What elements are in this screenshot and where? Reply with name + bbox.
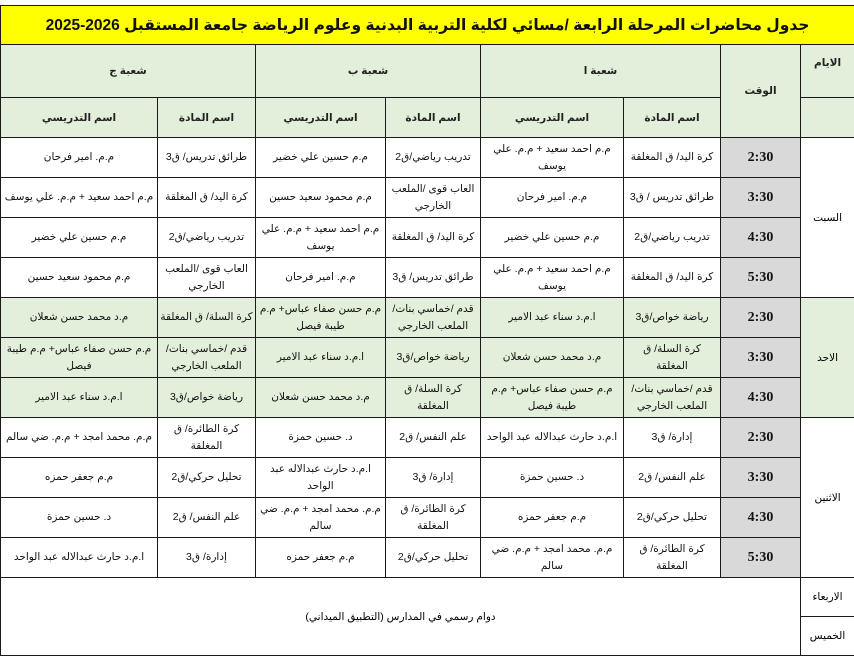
section-c-teacher: د. حسين حمزة xyxy=(1,498,158,538)
section-a-subject: كرة اليد/ ق المغلقة xyxy=(624,258,721,298)
schedule-sheet xyxy=(0,5,854,656)
section-a-subject: رياضة خواص/ق3 xyxy=(624,298,721,338)
section-b-teacher: م.م محمود سعيد حسين xyxy=(256,178,386,218)
section-c-subject: تدريب رياضي/ق2 xyxy=(158,218,256,258)
section-a-teacher: ا.م.د حارث عبدالاله عبد الواحد xyxy=(481,418,624,458)
section-b-teacher: ا.م.د سناء عبد الامير xyxy=(256,338,386,378)
section-c-teacher: م.م احمد سعيد + م.م. علي يوسف xyxy=(1,178,158,218)
section-b-teacher: م.د محمد حسن شعلان xyxy=(256,378,386,418)
section-b-subject: إدارة/ ق3 xyxy=(386,458,481,498)
section-b-teacher: م.م. امير فرحان xyxy=(256,258,386,298)
table-row xyxy=(1,178,854,218)
section-a-teacher: ا.م.د سناء عبد الامير xyxy=(481,298,624,338)
section-c-subject: إدارة/ ق3 xyxy=(158,538,256,578)
section-b-subject: تدريب رياضي/ق2 xyxy=(386,138,481,178)
table-row xyxy=(1,458,854,498)
section-a-subject: كرة اليد/ ق المغلقة xyxy=(624,138,721,178)
section-b-teacher-label: اسم التدريسي xyxy=(256,98,386,138)
day-sunday: الاحد xyxy=(801,298,854,418)
table-row xyxy=(1,218,854,258)
section-b-subject: كرة الطائرة/ ق المغلقة xyxy=(386,498,481,538)
section-b-subject: علم النفس/ ق2 xyxy=(386,418,481,458)
time-slot: 4:30 xyxy=(721,218,801,258)
section-c-subject: طرائق تدريس/ ق3 xyxy=(158,138,256,178)
section-c-teacher: م.م جعفر حمزه xyxy=(1,458,158,498)
section-c-teacher-label: اسم التدريسي xyxy=(1,98,158,138)
section-b-teacher: د. حسين حمزة xyxy=(256,418,386,458)
section-c-subject-label: اسم المادة xyxy=(158,98,256,138)
days-header-blank xyxy=(801,98,854,138)
day-monday: الاثنين xyxy=(801,418,854,578)
section-b-teacher: م.م حسين علي خضير xyxy=(256,138,386,178)
section-c-teacher: م.م محمود سعيد حسين xyxy=(1,258,158,298)
section-b-teacher: م.م حسن صفاء عباس+ م.م طيبة فيصل xyxy=(256,298,386,338)
section-a-teacher: م.م. امير فرحان xyxy=(481,178,624,218)
time-slot: 4:30 xyxy=(721,498,801,538)
table-row xyxy=(1,298,854,338)
day-wednesday: الاربعاء xyxy=(801,578,854,617)
section-c-subject: رياضة خواص/ق3 xyxy=(158,378,256,418)
section-c-subject: العاب قوى /الملعب الخارجي xyxy=(158,258,256,298)
section-c-subject: قدم /خماسي بنات/الملعب الخارجي xyxy=(158,338,256,378)
section-a-teacher: م.م احمد سعيد + م.م. علي يوسف xyxy=(481,138,624,178)
table-row xyxy=(1,138,854,178)
section-a-subject: قدم /خماسي بنات/الملعب الخارجي xyxy=(624,378,721,418)
section-b-subject: كرة السلة/ ق المغلقة xyxy=(386,378,481,418)
section-b-teacher: م.م جعفر حمزه xyxy=(256,538,386,578)
section-b-subject: طرائق تدريس/ ق3 xyxy=(386,258,481,298)
section-c-subject: علم النفس/ ق2 xyxy=(158,498,256,538)
page-title: جدول محاضرات المرحلة الرابعة /مسائي لكلية التربية البدنية وعلوم الرياضة جامعة المستقبل 2026-2025 xyxy=(1,6,854,45)
time-slot: 2:30 xyxy=(721,418,801,458)
time-slot: 3:30 xyxy=(721,458,801,498)
table-row xyxy=(1,538,854,578)
table-row xyxy=(1,378,854,418)
table-row xyxy=(1,258,854,298)
table-row xyxy=(1,418,854,458)
section-c-teacher: م.د محمد حسن شعلان xyxy=(1,298,158,338)
days-header: الايام xyxy=(801,45,854,98)
section-a-teacher: د. حسين حمزة xyxy=(481,458,624,498)
section-c-teacher: م.م حسن صفاء عباس+ م.م طيبة فيصل xyxy=(1,338,158,378)
section-b-header: شعبة ب xyxy=(256,45,481,98)
section-a-teacher: م.م جعفر حمزه xyxy=(481,498,624,538)
section-c-subject: كرة اليد/ ق المغلقة xyxy=(158,178,256,218)
section-a-subject: طرائق تدريس / ق3 xyxy=(624,178,721,218)
table-row xyxy=(1,498,854,538)
schedule-table xyxy=(0,5,854,656)
time-slot: 4:30 xyxy=(721,378,801,418)
section-b-subject: تحليل حركي/ق2 xyxy=(386,538,481,578)
section-a-subject: تحليل حركي/ق2 xyxy=(624,498,721,538)
section-a-subject: تدريب رياضي/ق2 xyxy=(624,218,721,258)
section-b-subject: قدم /خماسي بنات/الملعب الخارجي xyxy=(386,298,481,338)
section-a-subject: علم النفس/ ق2 xyxy=(624,458,721,498)
section-c-subject: كرة السلة/ ق المغلقة xyxy=(158,298,256,338)
section-a-teacher: م.م حسن صفاء عباس+ م.م طيبة فيصل xyxy=(481,378,624,418)
section-b-teacher: م.م احمد سعيد + م.م. علي يوسف xyxy=(256,218,386,258)
section-c-subject: كرة الطائرة/ ق المغلقة xyxy=(158,418,256,458)
section-b-teacher: ا.م.د حارث عبدالاله عبد الواحد xyxy=(256,458,386,498)
section-c-header: شعبة ج xyxy=(1,45,256,98)
section-c-teacher: ا.م.د حارث عبدالاله عبد الواحد xyxy=(1,538,158,578)
section-a-subject: إدارة/ ق3 xyxy=(624,418,721,458)
section-c-teacher: ا.م.د سناء عبد الامير xyxy=(1,378,158,418)
time-slot: 2:30 xyxy=(721,138,801,178)
time-slot: 5:30 xyxy=(721,258,801,298)
section-a-header: شعبة ا xyxy=(481,45,721,98)
section-b-subject-label: اسم المادة xyxy=(386,98,481,138)
section-c-teacher: م.م حسين علي خضير xyxy=(1,218,158,258)
day-thursday: الخميس xyxy=(801,617,854,656)
time-slot: 2:30 xyxy=(721,298,801,338)
section-a-teacher: م.م احمد سعيد + م.م. علي يوسف xyxy=(481,258,624,298)
section-c-teacher: م.م. امير فرحان xyxy=(1,138,158,178)
section-b-subject: رياضة خواص/ق3 xyxy=(386,338,481,378)
table-row xyxy=(1,338,854,378)
section-a-teacher: م.د محمد حسن شعلان xyxy=(481,338,624,378)
section-b-teacher: م.م. محمد امجد + م.م. ضي سالم xyxy=(256,498,386,538)
section-b-subject: العاب قوى /الملعب الخارجي xyxy=(386,178,481,218)
section-a-teacher: م.م. محمد امجد + م.م. ضي سالم xyxy=(481,538,624,578)
section-c-teacher: م.م. محمد امجد + م.م. ضي سالم xyxy=(1,418,158,458)
field-training-note: دوام رسمي في المدارس (التطبيق الميداني) xyxy=(1,578,801,656)
time-slot: 5:30 xyxy=(721,538,801,578)
table-row xyxy=(1,578,854,617)
time-header: الوقت xyxy=(721,45,801,138)
day-saturday: السبت xyxy=(801,138,854,298)
section-c-subject: تحليل حركي/ق2 xyxy=(158,458,256,498)
section-a-teacher-label: اسم التدريسي xyxy=(481,98,624,138)
section-a-subject: كرة السلة/ ق المغلقة xyxy=(624,338,721,378)
section-b-subject: كرة اليد/ ق المغلقة xyxy=(386,218,481,258)
section-a-subject: كرة الطائرة/ ق المغلقة xyxy=(624,538,721,578)
section-a-subject-label: اسم المادة xyxy=(624,98,721,138)
time-slot: 3:30 xyxy=(721,338,801,378)
section-a-teacher: م.م حسين علي خضير xyxy=(481,218,624,258)
time-slot: 3:30 xyxy=(721,178,801,218)
